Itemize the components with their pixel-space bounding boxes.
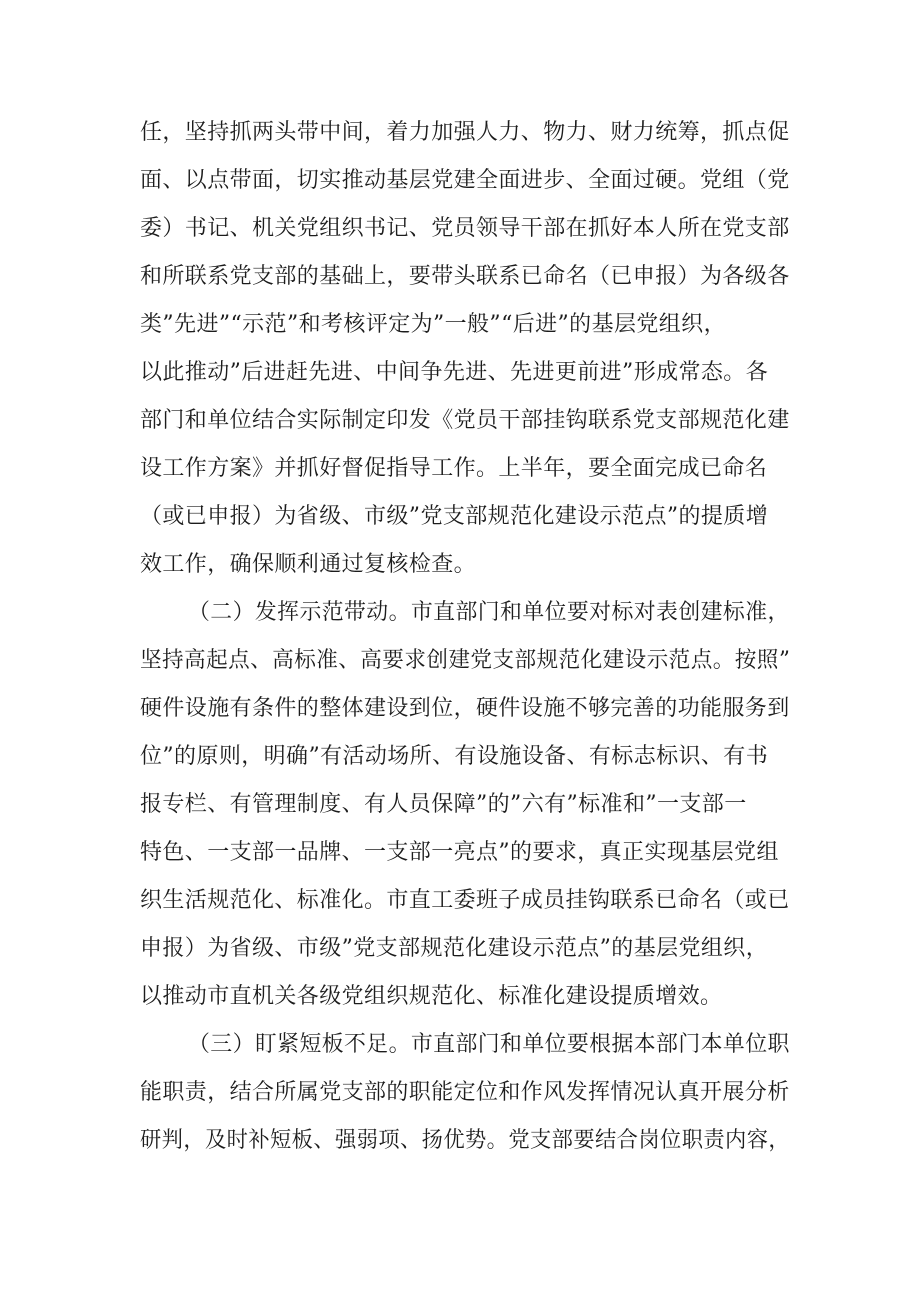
- paragraph-2-line: 坚持高起点、高标准、高要求创建党支部规范化建设示范点。按照”: [140, 648, 791, 673]
- paragraph-2-line: 织生活规范化、标准化。市直工委班子成员挂钩联系已命名（或已: [140, 888, 790, 913]
- paragraph-3-line: 能职责，结合所属党支部的职能定位和作风发挥情况认真开展分析: [140, 1080, 790, 1105]
- paragraph-1-line: 设工作方案》并抓好督促指导工作。上半年，要全面完成已命名: [140, 456, 768, 481]
- paragraph-1-line: 类”先进”“示范”和考核评定为”一般”“后进”的基层党组织，: [140, 312, 726, 337]
- paragraph-3-heading-line: （三）盯紧短板不足。市直部门和单位要根据本部门本单位职: [188, 1032, 790, 1057]
- paragraph-1-line: （或已申报）为省级、市级”党支部规范化建设示范点”的提质增: [140, 504, 769, 529]
- paragraph-1-line: 和所联系党支部的基础上，要带头联系已命名（已申报）为各级各: [140, 264, 790, 289]
- paragraph-1-line: 效工作，确保顺利通过复核检查。: [140, 552, 477, 577]
- paragraph-1-line: 委）书记、机关党组织书记、党员领导干部在抓好本人所在党支部: [140, 216, 790, 241]
- paragraph-2-line: 报专栏、有管理制度、有人员保障”的”六有”标准和”一支部一: [140, 792, 747, 817]
- paragraph-1-line: 任，坚持抓两头带中间，着力加强人力、物力、财力统筹，抓点促: [140, 120, 790, 145]
- paragraph-1-line: 部门和单位结合实际制定印发《党员干部挂钩联系党支部规范化建: [140, 408, 790, 433]
- paragraph-1-line: 以此推动”后进赶先进、中间争先进、先进更前进”形成常态。各: [140, 360, 769, 385]
- paragraph-2-line: 位”的原则，明确”有活动场所、有设施设备、有标志标识、有书: [140, 744, 769, 769]
- paragraph-2-line: 以推动市直机关各级党组织规范化、标准化建设提质增效。: [140, 984, 723, 1009]
- paragraph-2-line: 硬件设施有条件的整体建设到位，硬件设施不够完善的功能服务到: [140, 696, 790, 721]
- paragraph-3-line: 研判，及时补短板、强弱项、扬优势。党支部要结合岗位职责内容，: [140, 1128, 791, 1153]
- paragraph-2-heading-line: （二）发挥示范带动。市直部门和单位要对标对表创建标准，: [188, 600, 790, 625]
- paragraph-2-line: 特色、一支部一品牌、一支部一亮点”的要求，真正实现基层党组: [140, 840, 779, 865]
- paragraph-1-line: 面、以点带面，切实推动基层党建全面进步、全面过硬。党组（党: [140, 168, 790, 193]
- paragraph-2-line: 申报）为省级、市级”党支部规范化建设示范点”的基层党组织，: [140, 936, 769, 961]
